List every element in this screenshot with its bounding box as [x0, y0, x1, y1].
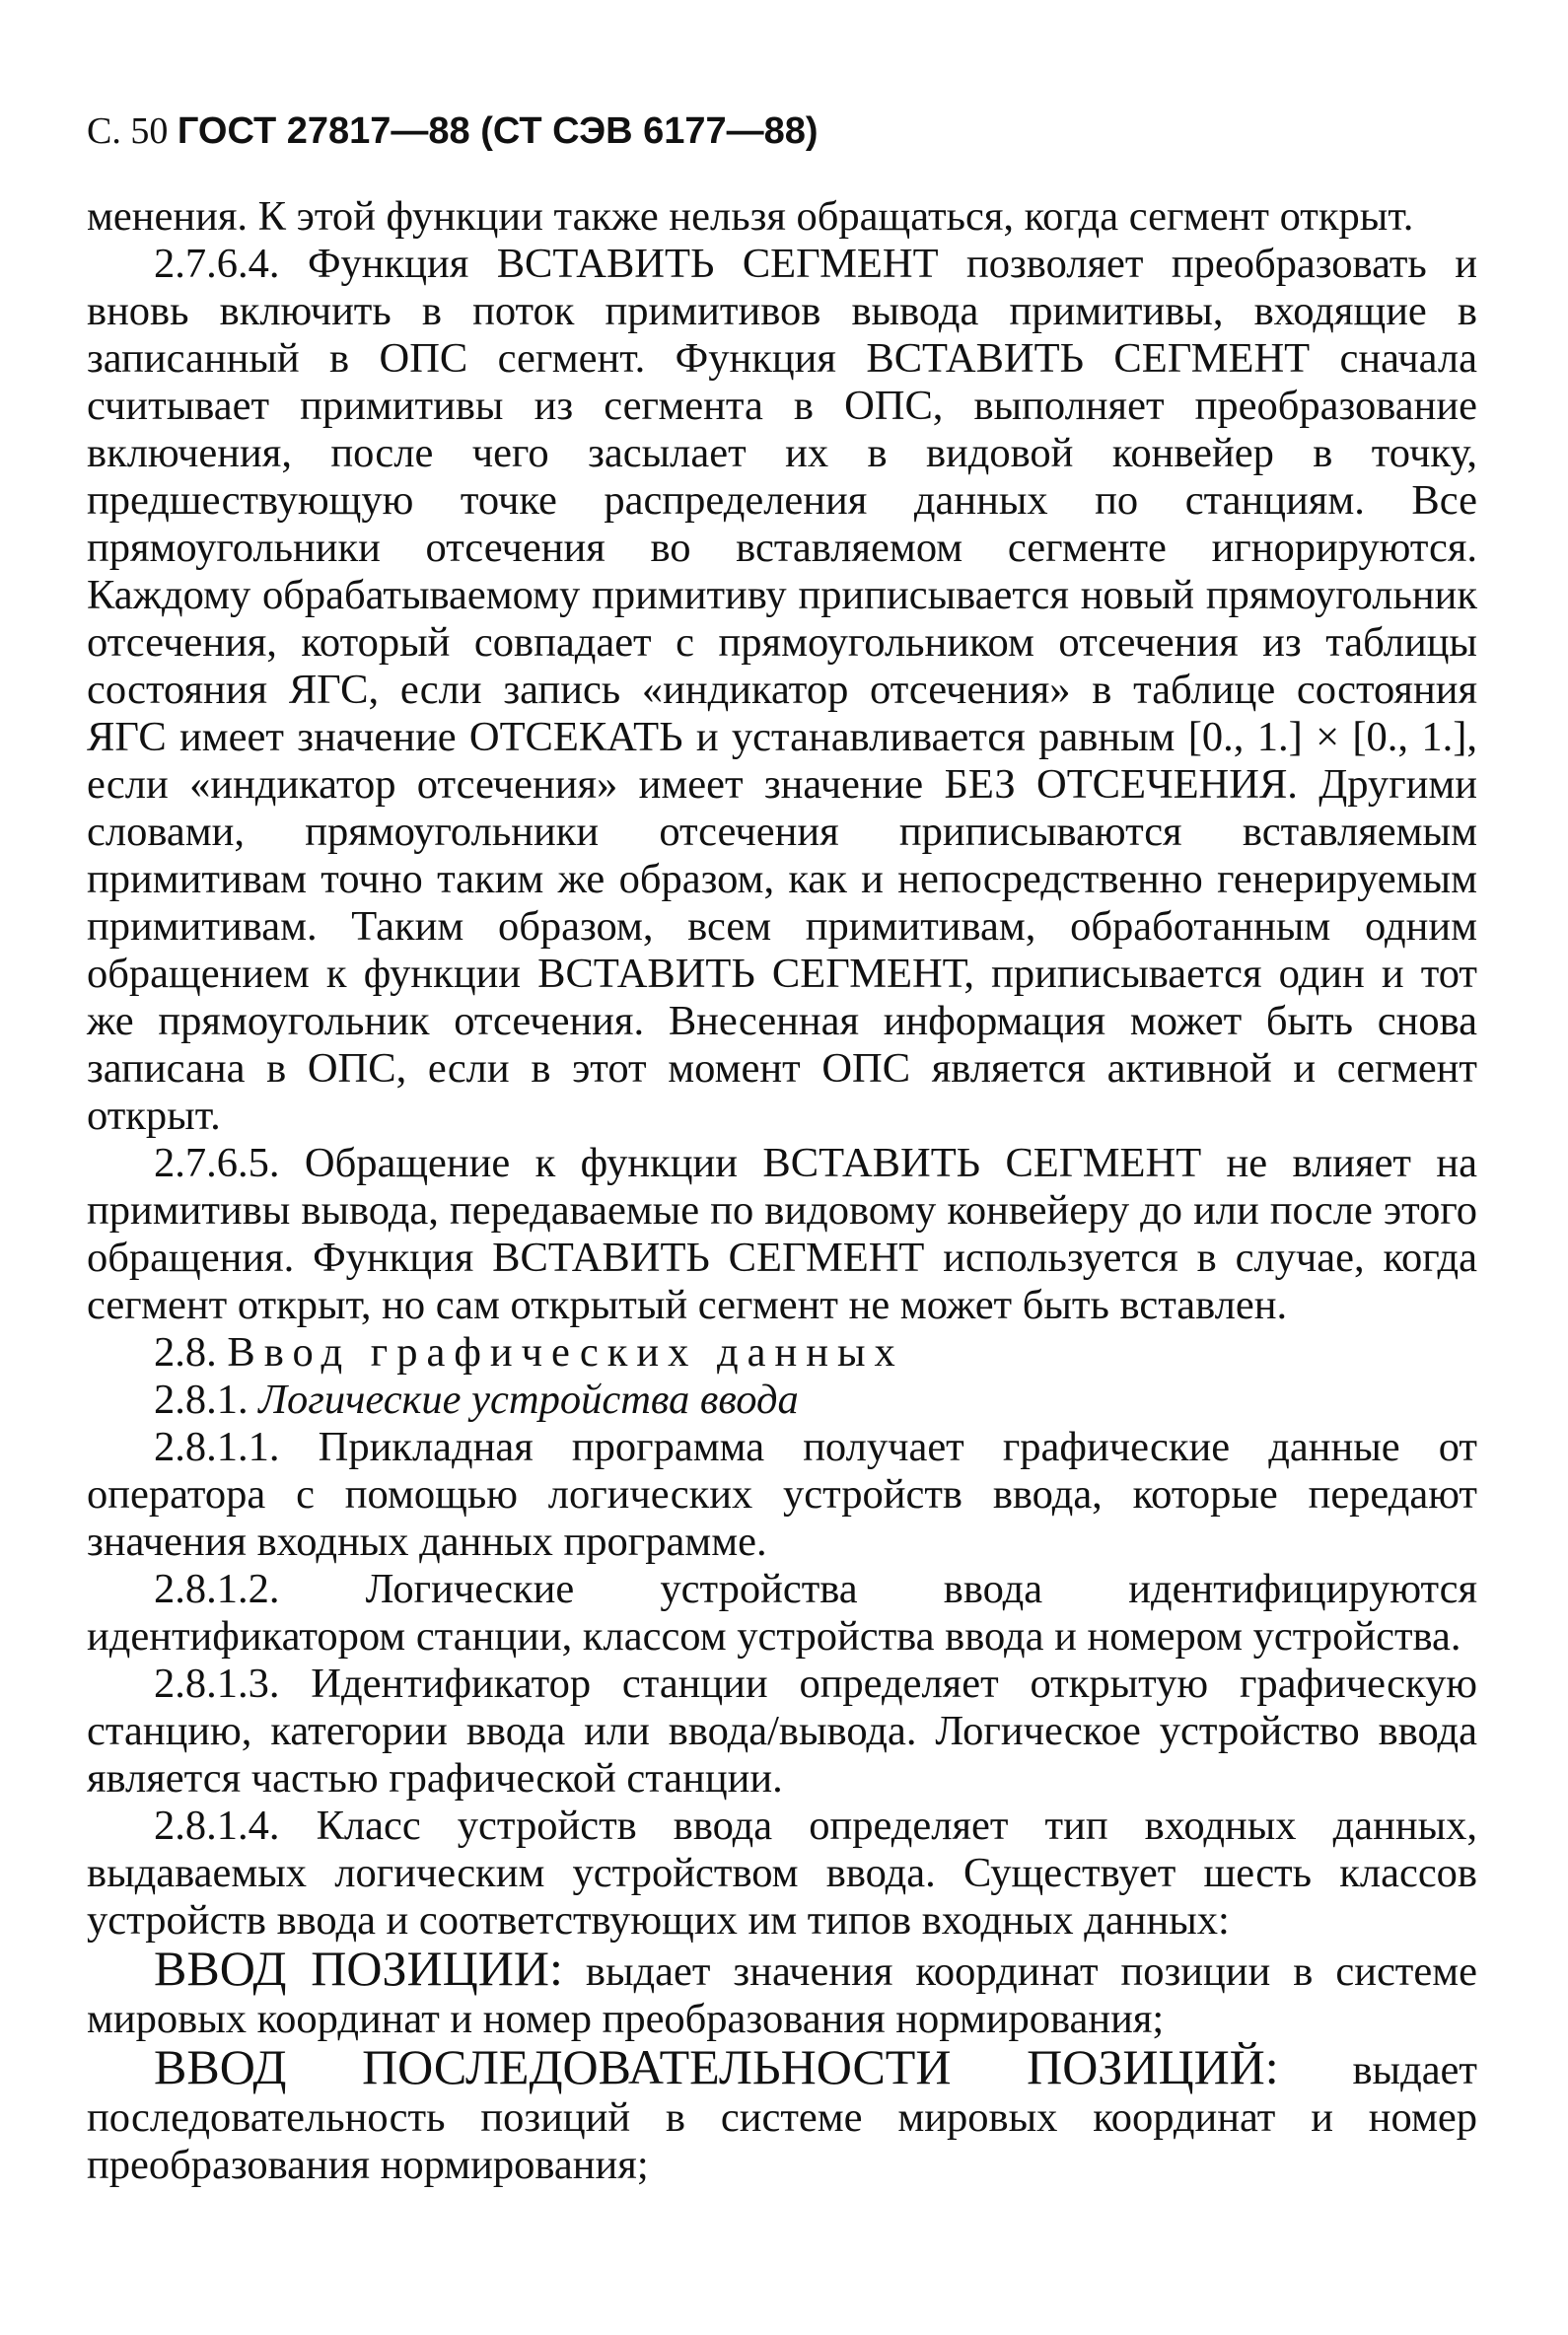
subsection-heading-2-8-1 — [87, 1377, 1477, 1424]
paragraph-number: 2.8.1.1. — [154, 1424, 280, 1470]
paragraph-continuation — [87, 193, 1477, 241]
paragraph-2-7-6-5 — [87, 1140, 1477, 1329]
paragraph-2-8-1-3 — [87, 1661, 1477, 1803]
subsection-number: 2.8.1. — [154, 1377, 249, 1423]
paragraph-text: менения. К этой функции также нельзя обращаться, когда сегмент открыт. — [87, 193, 1414, 240]
paragraph-2-7-6-4 — [87, 241, 1477, 1140]
input-class-name: ВВОД ПОЗИЦИИ: — [154, 1941, 563, 1996]
input-class-position — [87, 1941, 1478, 2043]
section-number: 2.8. — [154, 1329, 217, 1376]
paragraph-text: Логические устройства ввода идентифицируются идентификатором станции, классом устройства ввода и номером устройства. — [87, 1566, 1478, 1660]
input-class-description: выдает значения координат позиции в системе мировых координат и номер преобразования нормирования; — [87, 1948, 1478, 2042]
input-class-description: выдает последовательность позиций в системе мировых координат и номер преобразования нормирования; — [87, 2047, 1477, 2188]
standard-designation: ГОСТ 27817—88 (СТ СЭВ 6177—88) — [177, 110, 819, 152]
paragraph-text: Идентификатор станции определяет открытую графическую станцию, категории ввода или ввода/вывода. Логическое устройство ввода является частью графической станции. — [87, 1661, 1477, 1802]
paragraph-number: 2.8.1.2. — [154, 1566, 280, 1612]
paragraph-text: Прикладная программа получает графические данные от оператора с помощью логических устройств ввода, которые передают значения входных данных программе. — [87, 1424, 1478, 1565]
paragraph-number: 2.7.6.5. — [154, 1140, 280, 1186]
subsection-title: Логические устройства ввода — [258, 1377, 799, 1423]
paragraph-2-8-1-4 — [87, 1803, 1477, 1945]
paragraph-text: Функция ВСТАВИТЬ СЕГМЕНТ позволяет преобразовать и вновь включить в поток примитивов вывода примитивы, входящие в записанный в ОПС сегмент. Функция ВСТАВИТЬ СЕГМЕНТ сначала считывает примитивы из сегмента в ОПС, выполняет преобразование включения, после чего засылает их в видовой конвейер в точку, предшествующую точке распределения данных по станциям. Все прямоугольники отсечения во вставляемом сегменте игнорируются. Каждому обрабатываемому примитиву приписывается новый прямоугольник отсечения, который совпадает с прямоугольником отсечения из таблицы состояния ЯГС, если запись «индикатор отсечения» в таблице состояния ЯГС имеет значение ОТСЕКАТЬ и устанавливается равным [0., 1.] × [0., 1.], если «индикатор отсечения» имеет значение БЕЗ ОТСЕЧЕНИЯ. Другими словами, прямоугольники отсечения приписываются вставляемым примитивам точно таким же образом, как и непосредственно генерируемым примитивам. Таким образом, всем примитивам, обработанным одним обращением к функции ВСТАВИТЬ СЕГМЕНТ, приписывается один и тот же прямоугольник отсечения. Внесенная информация может быть снова записана в ОПС, если в этот момент ОПС является активной и сегмент открыт. — [87, 241, 1477, 1139]
paragraph-number: 2.8.1.3. — [154, 1661, 280, 1707]
paragraph-2-8-1-2 — [87, 1566, 1477, 1661]
input-class-stroke — [87, 2039, 1477, 2189]
paragraph-number: 2.8.1.4. — [154, 1803, 280, 1849]
paragraph-text: Класс устройств ввода определяет тип входных данных, выдаваемых логическим устройством ввода. Существует шесть классов устройств ввода и соответствующих им типов входных данных: — [87, 1803, 1478, 1944]
document-body — [87, 193, 1477, 2189]
section-heading-2-8 — [87, 1329, 1477, 1377]
document-page — [87, 108, 1477, 2189]
page-number: С. 50 — [87, 110, 169, 152]
page-header — [87, 108, 1477, 154]
input-class-name: ВВОД ПОСЛЕДОВАТЕЛЬНОСТИ ПОЗИЦИЙ: — [154, 2039, 1279, 2094]
section-title: Ввод графических данных — [227, 1329, 904, 1376]
paragraph-number: 2.7.6.4. — [154, 241, 280, 287]
paragraph-text: Обращение к функции ВСТАВИТЬ СЕГМЕНТ не влияет на примитивы вывода, передаваемые по видовому конвейеру до или после этого обращения. Функция ВСТАВИТЬ СЕГМЕНТ используется в случае, когда сегмент открыт, но сам открытый сегмент не может быть вставлен. — [87, 1140, 1477, 1328]
paragraph-2-8-1-1 — [87, 1424, 1477, 1566]
